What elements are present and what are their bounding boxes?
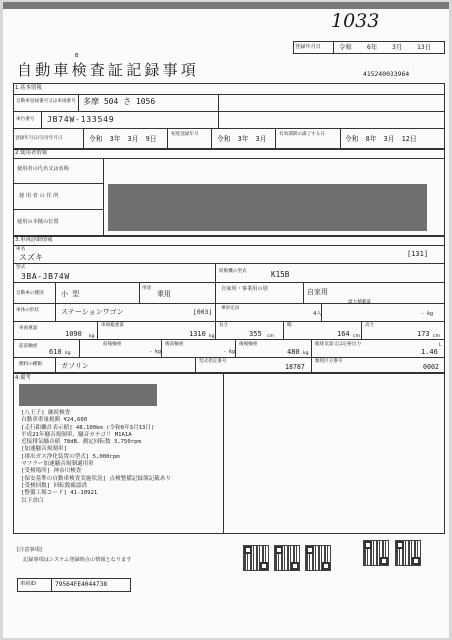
body-shape-value: ステーションワゴン bbox=[61, 308, 124, 316]
notes-list bbox=[21, 410, 171, 505]
qr-code-5 bbox=[395, 540, 421, 566]
model-value: 3BA-JB74W bbox=[21, 272, 70, 281]
maker-value: スズキ bbox=[19, 253, 43, 262]
height-value: 173 bbox=[417, 330, 430, 338]
note-line: マフラー加速騒音規制適用車 bbox=[21, 461, 94, 468]
category-label: 類別区分番号 bbox=[315, 359, 343, 364]
height-unit: cm bbox=[433, 334, 441, 339]
private-business-value: 自家用 bbox=[307, 288, 328, 296]
kind-label: 自動車の種別 bbox=[16, 291, 44, 296]
note-line: [整備工場コード] 41-10921 bbox=[21, 490, 98, 497]
kind-value: 小 型 bbox=[61, 290, 80, 298]
max-load-label: 最大積載量 bbox=[348, 300, 371, 305]
engine-value: K15B bbox=[271, 270, 290, 279]
section2-heading: 2.使用者情報 bbox=[15, 150, 48, 156]
displacement-unit: L bbox=[439, 343, 442, 348]
vehicle-id-label: 車両ID bbox=[20, 581, 36, 587]
front-front-axle-value: 610 bbox=[49, 348, 62, 356]
redacted-user-info bbox=[108, 184, 427, 231]
rear-rear-axle-value: 480 bbox=[287, 348, 300, 356]
length-unit: cm bbox=[267, 334, 275, 339]
front-rear-axle-value: - kg bbox=[149, 349, 162, 355]
front-front-axle-unit: kg bbox=[65, 351, 71, 356]
handwritten-number: 1033 bbox=[331, 10, 380, 32]
note-line: 自動車重量税額 ¥24,600 bbox=[21, 417, 88, 424]
form-letter: B bbox=[75, 53, 79, 59]
gross-weight-unit: kg bbox=[209, 334, 215, 339]
issue-date-label: 登録年月日 bbox=[295, 44, 321, 50]
issue-date-year: 6年 bbox=[367, 43, 378, 51]
capacity-label: 乗車定員 bbox=[221, 306, 240, 311]
length-label: 長さ bbox=[219, 323, 229, 328]
scan-top-edge bbox=[3, 2, 449, 9]
redacted-notes bbox=[19, 384, 157, 406]
gross-weight-value: 1310 bbox=[189, 330, 206, 338]
rear-front-axle-value: - kg bbox=[223, 349, 236, 355]
fuel-label: 燃料の種類 bbox=[19, 362, 42, 367]
document-number: 415240033964 bbox=[363, 70, 410, 78]
note-line: [受検回数] 回転数確認済 bbox=[21, 482, 88, 489]
fuel-value: ガソリン bbox=[61, 362, 89, 370]
reg-number-label: 自動車登録番号又は車両番号 bbox=[16, 99, 76, 104]
note-line: [加速騒音規制車] bbox=[21, 446, 67, 453]
note-line: [排出ガス浄化装置の型式] 5,000rpm bbox=[21, 453, 120, 460]
category-value: 0002 bbox=[423, 363, 439, 371]
maker-label: 車名 bbox=[16, 247, 26, 252]
weight-label: 車両重量 bbox=[19, 326, 38, 331]
notice-text: 記録事項はシステム登録時点の情報となります bbox=[23, 557, 132, 563]
inspection-certificate-document bbox=[3, 2, 449, 638]
note-line: [八王子] 継続検査 bbox=[21, 410, 71, 416]
maker-code: [131] bbox=[407, 250, 429, 258]
use-value: 乗用 bbox=[157, 290, 171, 298]
front-front-axle-label: 前前軸重 bbox=[19, 344, 38, 349]
section3-heading: 3.車両詳細情報 bbox=[15, 237, 53, 243]
expiry-value: 令和 8年 3月 12日 bbox=[345, 135, 417, 143]
first-reg-label: 登録年月日/交付年月日 bbox=[15, 136, 63, 141]
reg-number-value: 多摩 504 さ 1056 bbox=[83, 97, 156, 106]
engine-label: 原動機の型式 bbox=[219, 269, 247, 274]
note-line: [走行距離計表示値] 48,100km (令和6年3月13日) bbox=[21, 424, 155, 431]
front-rear-axle-label: 前後軸重 bbox=[103, 342, 122, 347]
note-line: [受検場所] 神奈川検査 bbox=[21, 468, 82, 475]
capacity-value: 4人 bbox=[313, 311, 322, 317]
width-label: 幅 bbox=[287, 323, 292, 328]
note-line: 近接排気騒音値 78dB、測定回転数 3,750rpm bbox=[21, 439, 141, 446]
designation-value: 18787 bbox=[285, 363, 305, 371]
designation-label: 型式指定番号 bbox=[199, 359, 227, 364]
model-label: 型式 bbox=[16, 265, 26, 270]
displacement-value: 1.46 bbox=[421, 348, 438, 356]
private-business-label: 自家用・事業用の別 bbox=[221, 286, 268, 292]
weight-value: 1090 bbox=[65, 330, 82, 338]
qr-code-1 bbox=[243, 545, 269, 571]
weight-unit: kg bbox=[89, 334, 95, 339]
issue-date-month: 3月 bbox=[392, 43, 403, 51]
qr-code-3 bbox=[305, 545, 331, 571]
first-reg-value: 令和 3年 3月 9日 bbox=[89, 135, 157, 143]
rear-rear-axle-unit: kg bbox=[303, 351, 309, 356]
displacement-label: 総排気量又は定格出力 bbox=[315, 342, 361, 347]
note-line: [保安基準の自動車検査実施状況] 点検整備記録簿記載あり bbox=[21, 475, 171, 482]
width-value: 164 bbox=[337, 330, 350, 338]
width-unit: cm bbox=[353, 334, 361, 339]
user-name-label: 使用者の氏名又は名称 bbox=[17, 166, 69, 172]
max-load-value: - kg bbox=[421, 311, 434, 317]
first-reg-month-label: 初度登録年月 bbox=[171, 132, 199, 137]
use-label: 用途 bbox=[142, 286, 152, 291]
note-line: 平成21年騒音規制車、騒音カテゴリ M1A1A bbox=[21, 431, 132, 438]
chassis-label: 車台番号 bbox=[16, 117, 35, 122]
rear-rear-axle-label: 後後軸重 bbox=[239, 342, 258, 347]
document-title: 自動車検査証記録事項 bbox=[17, 61, 200, 79]
section4-heading: 4.備考 bbox=[15, 375, 31, 381]
chassis-value: JB74W-133549 bbox=[47, 115, 115, 124]
notice-heading: [注意事項] bbox=[17, 547, 42, 553]
user-address-label: 使 用 者 の 住 所 bbox=[19, 193, 59, 199]
vehicle-id-value: 79564FE4044738 bbox=[55, 581, 108, 588]
expiry-label: 有効期間の満了する日 bbox=[279, 132, 325, 137]
height-label: 高さ bbox=[365, 323, 375, 328]
qr-code-4 bbox=[363, 540, 389, 566]
base-location-label: 使用の本拠の位置 bbox=[17, 219, 59, 225]
first-reg-month-value: 令和 3年 3月 bbox=[217, 135, 267, 143]
issue-date-day: 13日 bbox=[417, 43, 432, 51]
note-line: 以下余白 bbox=[21, 497, 44, 504]
length-value: 355 bbox=[249, 330, 262, 338]
section1-heading: 1.基本情報 bbox=[15, 85, 42, 91]
gross-weight-label: 車両総重量 bbox=[101, 323, 124, 328]
issue-date-era: 令和 bbox=[339, 43, 352, 51]
body-shape-label: 車体の形状 bbox=[16, 308, 39, 313]
qr-code-2 bbox=[274, 545, 300, 571]
body-shape-code: [003] bbox=[193, 308, 213, 316]
rear-front-axle-label: 後前軸重 bbox=[165, 342, 184, 347]
